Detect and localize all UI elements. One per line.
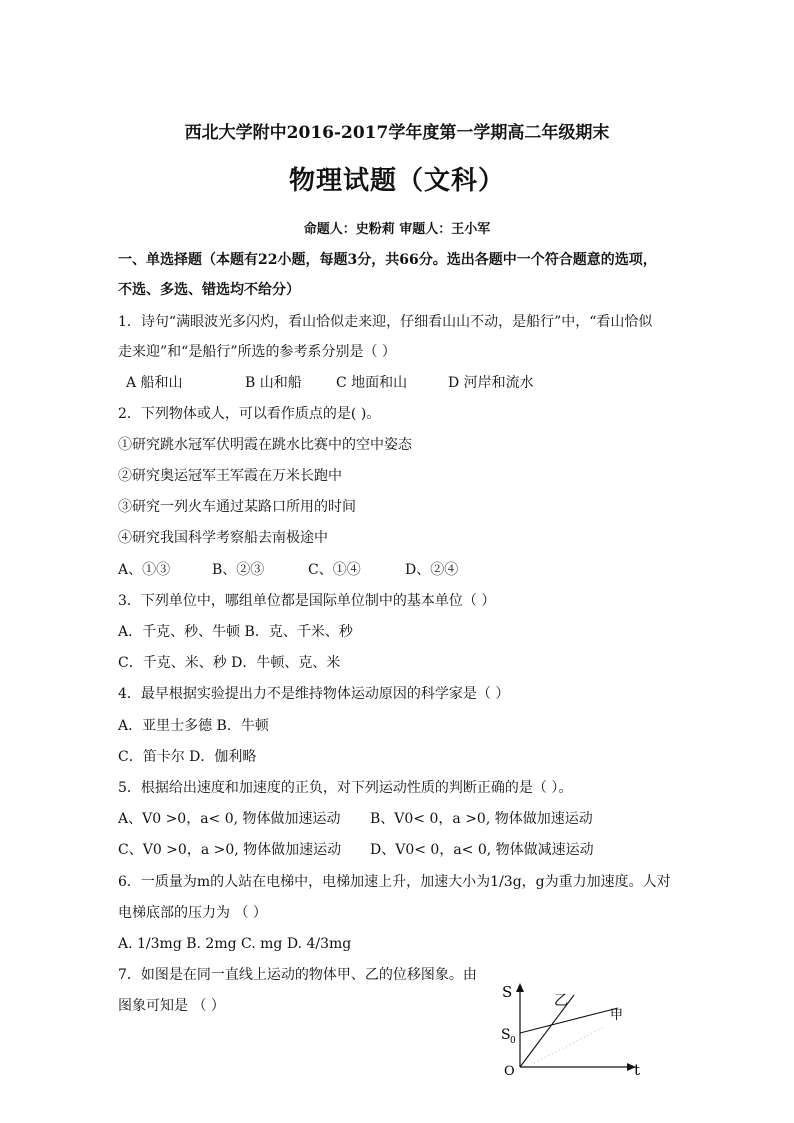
q1-line2: 走来迎”和“是船行”所选的参考系分别是（ ） <box>118 344 396 360</box>
q2-stem: 2．下列物体或人，可以看作质点的是( )。 <box>118 406 381 422</box>
section-heading-line1: 一、单选择题（本题有22小题，每题3分，共66分。选出各题中一个符合题意的选项， <box>118 252 657 268</box>
q2-item-4: ④研究我国科学考察船去南极途中 <box>118 530 328 546</box>
q7-line1: 7．如图是在同一直线上运动的物体甲、乙的位移图象。由 <box>118 967 477 983</box>
yi-label: 乙 <box>554 993 568 1009</box>
origin-label: O <box>504 1064 515 1079</box>
displacement-time-graph <box>494 975 654 1080</box>
authors-line: 命题人：史粉莉 审题人：王小军 <box>303 222 491 237</box>
q1-option-a: A 船和山 <box>126 375 183 391</box>
q1-option-c: C 地面和山 <box>336 375 408 391</box>
q6-line2: 电梯底部的压力为 （ ） <box>118 905 267 921</box>
q1-line1: 1．诗句“满眼波光多闪灼，看山恰似走来迎，仔细看山山不动，是船行”中，“看山恰似 <box>118 314 653 330</box>
line-jia <box>520 1008 618 1033</box>
q2-option-b: B、②③ <box>212 562 265 578</box>
q3-options-row1: A．千克、秒、牛顿 B．克、千米、秒 <box>118 624 353 640</box>
q2-option-d: D、②④ <box>405 562 459 578</box>
x-axis-label: t <box>634 1061 641 1079</box>
q7-line2: 图象可知是 （ ） <box>118 998 225 1014</box>
q6-options: A. 1/3mg B. 2mg C. mg D. 4/3mg <box>118 936 352 952</box>
subject-title: 物理试题（文科） <box>288 166 505 196</box>
y-axis-label: S <box>502 983 513 1001</box>
school-exam-line: 西北大学附中2016-2017学年度第一学期高二年级期末 <box>184 123 610 143</box>
y-axis-arrow <box>516 983 524 992</box>
q5-option-b: B、V0< 0，a >0, 物体做加速运动 <box>370 811 593 827</box>
q1-option-d: D 河岸和流水 <box>448 375 534 391</box>
q1-option-b: B 山和船 <box>245 375 302 391</box>
q2-option-a: A、①③ <box>118 562 171 578</box>
q4-options-row1: A．亚里士多德 B．牛顿 <box>118 718 269 734</box>
s0-label: S <box>501 1027 511 1043</box>
q5-option-a: A、V0 >0，a< 0, 物体做加速运动 <box>118 811 341 827</box>
q2-item-1: ①研究跳水冠军伏明霞在跳水比赛中的空中姿态 <box>118 437 412 453</box>
section-heading-line2: 不选、多选、错选均不给分） <box>118 282 300 298</box>
shade-dots <box>534 1027 604 1063</box>
q4-options-row2: C．笛卡尔 D．伽利略 <box>118 749 257 765</box>
q2-item-3: ③研究一列火车通过某路口所用的时间 <box>118 499 356 515</box>
q6-line1: 6．一质量为m的人站在电梯中，电梯加速上升，加速大小为1/3g，g为重力加速度。人对 <box>118 874 671 890</box>
q3-options-row2: C．千克、米、秒 D．牛顿、克、米 <box>118 655 341 671</box>
s0-subscript: 0 <box>510 1036 516 1046</box>
q5-stem: 5．根据给出速度和加速度的正负，对下列运动性质的判断正确的是（ ）。 <box>118 780 573 796</box>
q5-option-d: D、V0< 0，a< 0, 物体做减速运动 <box>370 842 594 858</box>
q2-option-c: C、①④ <box>308 562 361 578</box>
q5-option-c: C、V0 >0，a >0, 物体做加速运动 <box>118 842 342 858</box>
q2-item-2: ②研究奥运冠军王军霞在万米长跑中 <box>118 468 342 484</box>
jia-label: 甲 <box>610 1008 624 1023</box>
q3-stem: 3．下列单位中，哪组单位都是国际单位制中的基本单位（ ） <box>118 593 496 609</box>
q4-stem: 4．最早根据实验提出力不是维持物体运动原因的科学家是（ ） <box>118 686 510 702</box>
